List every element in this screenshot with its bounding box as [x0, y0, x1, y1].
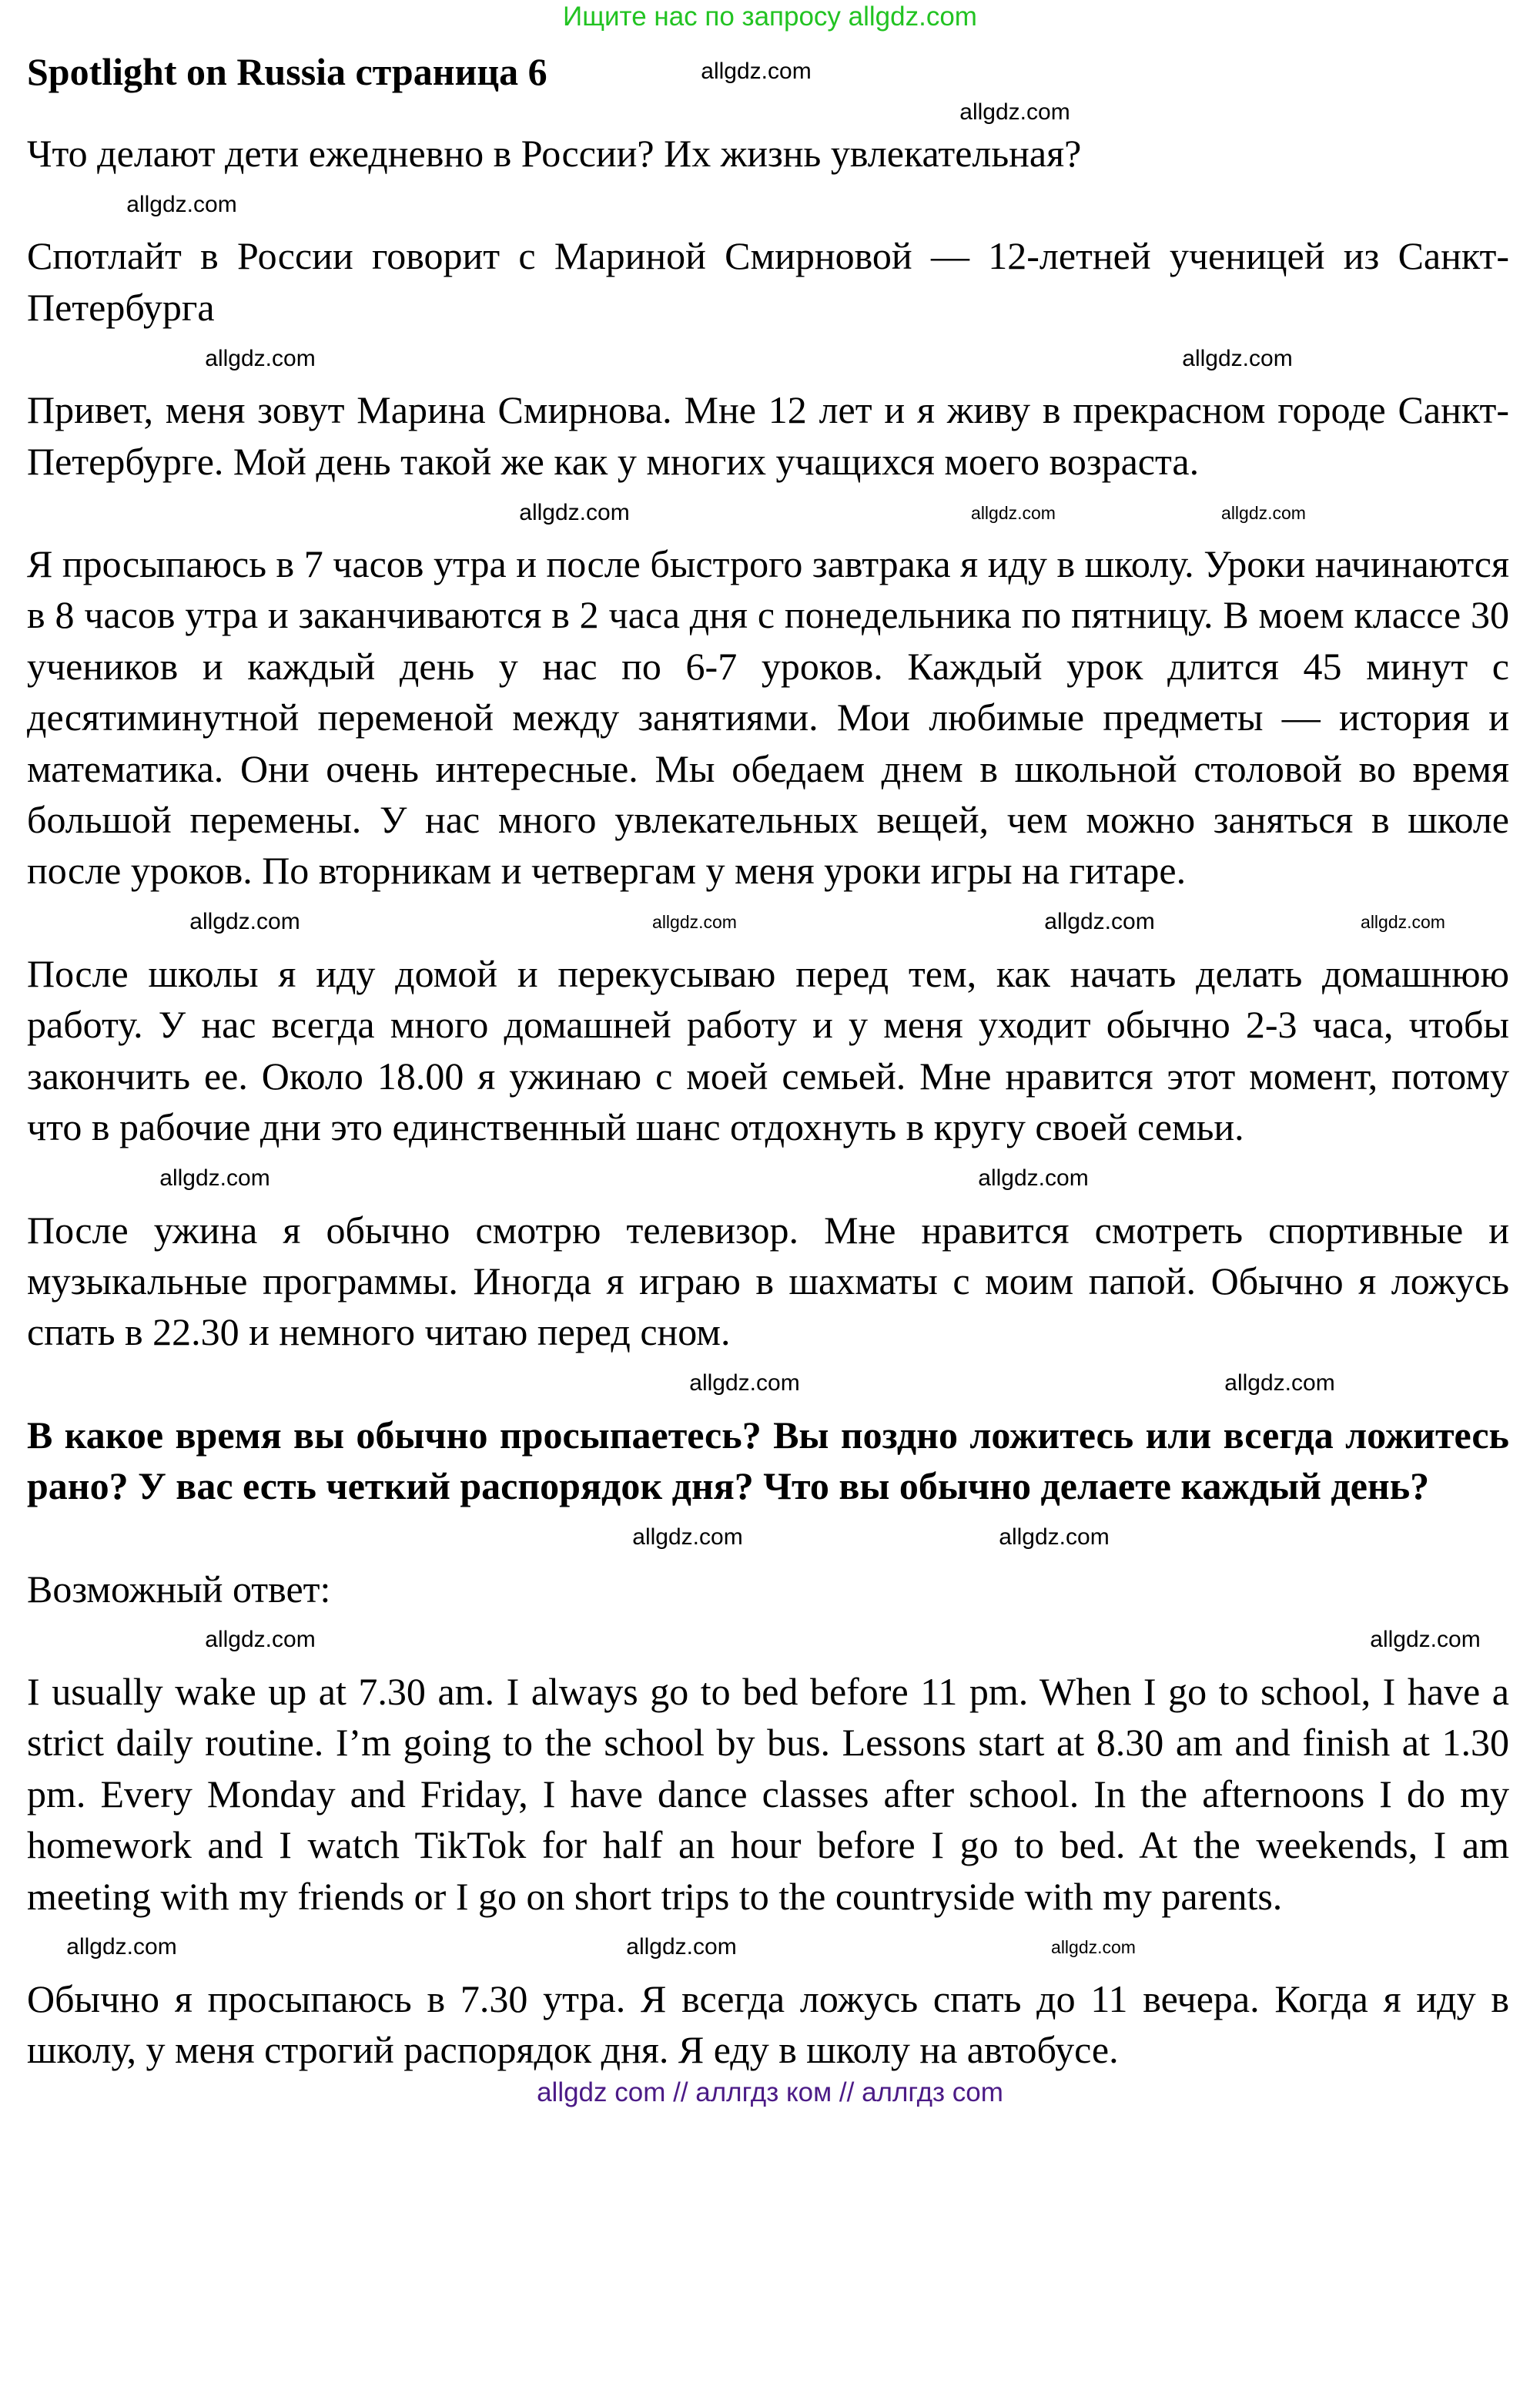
watermark-gap — [0, 1358, 1540, 1410]
paragraph-3: После школы я иду домой и перекусываю перед тем, как начать делать домашнюю работу. У нас всегда много домашней работу и у меня уходит обычно 2-3 часа, чтобы закончить ее. Около 18.00 я ужинаю с моей семьей. Мне нравится этот момент, потому что в рабочие дни это единственный шанс отдохнуть в кругу своей семьи. — [27, 951, 1509, 1149]
paragraph-1: Привет, меня зовут Марина Смирнова. Мне 12 лет и я живу в прекрасном городе Санкт-Петербурге. Мой день такой же как у многих учащихся моего возраста. — [27, 388, 1509, 483]
watermark-gap — [0, 1153, 1540, 1205]
page-title: Spotlight on Russia страница 6 — [27, 50, 547, 93]
answer-english: I usually wake up at 7.30 am. I always go to bed before 11 pm. When I go to school, I have a strict daily routine. I’m going to the school by bus. Lessons start at 8.30 am and finish at 1.30 pm. Every Monday and Friday, I have dance classes after school. In the afternoons I do my homework and I watch TikTok for half an hour before I go to bed. At the weekends, I am meeting with my friends or I go on short trips to the countryside with my parents. — [27, 1669, 1509, 1918]
watermark: allgdz.com — [978, 1165, 1089, 1191]
watermark: allgdz.com — [1370, 1627, 1481, 1653]
watermark: allgdz.com — [159, 1165, 270, 1191]
subtitle: Спотлайт в России говорит с Мариной Смирновой — 12-летней ученицей из Санкт-Петербурга — [27, 234, 1509, 329]
watermark: allgdz.com — [1051, 1937, 1136, 1958]
answer-label: Возможный ответ: — [27, 1567, 331, 1611]
watermark: allgdz.com — [126, 191, 237, 217]
watermark: allgdz.com — [689, 1370, 800, 1396]
watermark: allgdz.com — [701, 59, 812, 84]
watermark: allgdz.com — [999, 1524, 1110, 1551]
task-question: В какое время вы обычно просыпаетесь? Вы поздно ложитесь или всегда ложитесь рано? У вас есть четкий распорядок дня? Что вы обычно делаете каждый день? — [27, 1413, 1509, 1508]
paragraph-2: Я просыпаюсь в 7 часов утра и после быстрого завтрака я иду в школу. Уроки начинаются в 8 часов утра и заканчиваются в 2 часа дня с понедельника по пятницу. В моем классе 30 учеников и каждый день у нас по 6-7 уроков. Каждый урок длится 45 минут с десятиминутной переменой между занятиями. Мои любимые предметы — история и математика. Они очень интересные. Мы обедаем днем в школьной столовой во время большой перемены. У нас много увлекательных вещей, чем можно заняться в школе после уроков. По вторникам и четвергам у меня уроки игры на гитаре. — [27, 542, 1509, 893]
watermark-gap — [0, 1614, 1540, 1666]
answer-russian: Обычно я просыпаюсь в 7.30 утра. Я всегда ложусь спать до 11 вечера. Когда я иду в школу, у меня строгий распорядок дня. Я еду в школу на автобусе. — [27, 1976, 1509, 2072]
watermark: allgdz.com — [66, 1934, 177, 1960]
watermark: allgdz.com — [205, 1627, 316, 1653]
watermark-gap — [0, 1922, 1540, 1973]
watermark-gap — [0, 487, 1540, 538]
watermark: allgdz.com — [632, 1524, 743, 1551]
header-banner: Ищите нас по запросу allgdz.com — [563, 2, 977, 32]
watermark: allgdz.com — [1044, 909, 1155, 935]
watermark: allgdz.com — [205, 345, 316, 371]
watermark-gap — [0, 897, 1540, 948]
watermark-gap — [0, 1512, 1540, 1564]
watermark: allgdz.com — [1224, 1370, 1335, 1396]
watermark-gap — [0, 333, 1540, 384]
watermark: allgdz.com — [652, 912, 737, 933]
footer-banner: allgdz com // аллгдз ком // аллгдз com — [537, 2077, 1003, 2107]
watermark-gap — [0, 97, 1540, 128]
watermark: allgdz.com — [519, 499, 630, 525]
watermark-gap — [0, 179, 1540, 230]
title-row — [0, 46, 1540, 97]
watermark: allgdz.com — [626, 1934, 737, 1960]
watermark: allgdz.com — [959, 99, 1070, 125]
watermark: allgdz.com — [1361, 912, 1445, 933]
watermark: allgdz.com — [189, 909, 300, 935]
watermark: allgdz.com — [1182, 345, 1293, 371]
intro-question: Что делают дети ежедневно в России? Их жизнь увлекательная? — [27, 132, 1082, 175]
watermark: allgdz.com — [1221, 502, 1306, 523]
watermark: allgdz.com — [971, 502, 1056, 523]
paragraph-4: После ужина я обычно смотрю телевизор. Мне нравится смотреть спортивные и музыкальные программы. Иногда я играю в шахматы с моим папой. Обычно я ложусь спать в 22.30 и немного читаю перед сном. — [27, 1208, 1509, 1354]
